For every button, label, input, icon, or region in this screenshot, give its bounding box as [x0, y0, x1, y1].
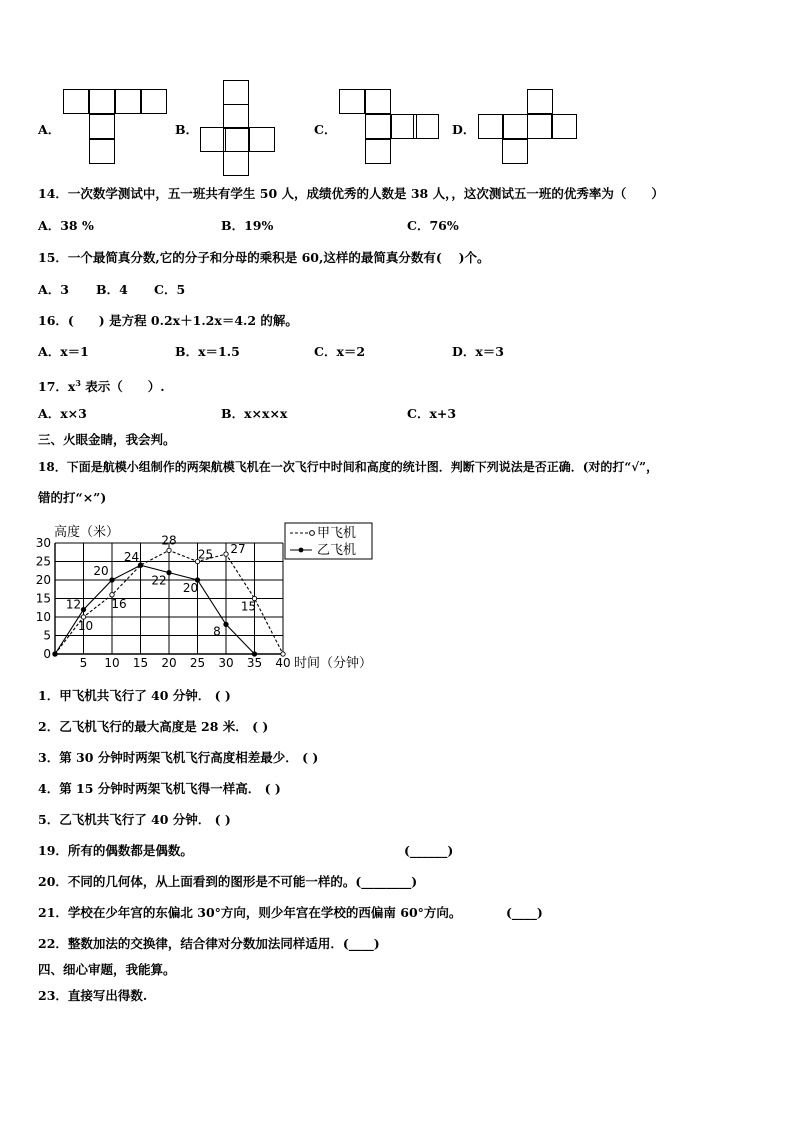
q22-text: 22．整数加法的交换律，结合律对分数加法同样适用．(____) [38, 936, 380, 951]
x-axis-label: 时间（分钟） [294, 656, 373, 671]
data-label: 16 [111, 596, 127, 611]
data-point [224, 552, 228, 556]
q19-text: 19．所有的偶数都是偶数。 [38, 843, 193, 858]
x-tick-label: 5 [79, 656, 88, 670]
q21-answer-blank[interactable]: (____) [506, 905, 543, 920]
q14-option-b: B．19% [221, 218, 274, 233]
q18-statement-1: 1．甲飞机共飞行了 40 分钟． ( ) [38, 688, 231, 703]
data-point [224, 622, 228, 626]
q16-option-a: A．x＝1 [38, 344, 89, 359]
q15-stem: 15．一个最简真分数,它的分子和分母的乘积是 60,这样的最简真分数有( )个。 [38, 250, 490, 265]
y-tick-label: 5 [43, 628, 51, 643]
data-point [53, 652, 57, 656]
y-tick-label: 15 [35, 591, 51, 606]
section-4-heading: 四、细心审题，我能算。 [38, 962, 176, 977]
data-point [252, 652, 256, 656]
q17-option-c: C．x+3 [407, 406, 457, 421]
x-tick-label: 30 [218, 656, 234, 670]
data-label: 10 [77, 619, 94, 633]
y-tick-label: 20 [35, 573, 51, 587]
data-label: 15 [240, 599, 257, 614]
q14-option-c: C．76% [407, 218, 459, 233]
data-label: 12 [65, 597, 82, 612]
y-tick-label: 25 [35, 554, 51, 569]
q18-statement-3: 3．第 30 分钟时两架飞机飞行高度相差最少． ( ) [38, 750, 319, 765]
chart-legend [285, 523, 372, 559]
data-label: 24 [123, 550, 140, 565]
q16-option-d: D．x＝3 [452, 344, 504, 359]
q17-stem: 17．$x^3$ 表示（ ）. [38, 378, 165, 395]
q15-option-b: B．4 [96, 282, 128, 297]
y-tick-label: 30 [35, 536, 51, 550]
q18-stem-line2: 错的打“×”) [38, 490, 107, 505]
data-label: 27 [230, 542, 246, 557]
data-label: 25 [197, 547, 214, 562]
y-tick-label: 0 [43, 647, 51, 661]
data-point [167, 570, 171, 574]
net-a-label: A． [38, 122, 61, 137]
q14-stem: 14．一次数学测试中，五一班共有学生 50 人，成绩优秀的人数是 38 人，，这次测试五一班的优秀率为（ ） [38, 186, 664, 201]
q23-text: 23．直接写出得数. [38, 988, 148, 1003]
q18-statement-2: 2．乙飞机飞行的最大高度是 28 米． ( ) [38, 719, 269, 734]
legend-label-jia: 甲飞机 [317, 526, 357, 541]
q16-option-c: C．x＝2 [314, 344, 366, 359]
q14-option-a: A．38 % [38, 218, 94, 233]
x-tick-label: 25 [189, 656, 206, 670]
x-tick-label: 10 [104, 656, 120, 670]
x-tick-label: 15 [132, 656, 149, 670]
x-tick-label: 40 [275, 656, 291, 670]
legend-marker-yi [299, 548, 304, 553]
q18-statement-5: 5．乙飞机共飞行了 40 分钟． ( ) [38, 812, 231, 827]
y-axis-label: 高度（米） [54, 525, 120, 540]
legend-marker-jia [310, 531, 315, 536]
q18-stem-line1: 18．下面是航模小组制作的两架航模飞机在一次飞行中时间和高度的统计图．判断下列说法是否正确．(对的打“√”， [38, 460, 659, 474]
q15-option-a: A．3 [38, 282, 69, 297]
q18-statement-4: 4．第 15 分钟时两架飞机飞得一样高． ( ) [38, 781, 281, 796]
net-b-label: B． [175, 122, 199, 137]
x-tick-label: 35 [246, 656, 263, 670]
y-tick-label: 10 [35, 610, 51, 624]
data-point [110, 578, 114, 582]
flight-height-chart [30, 522, 380, 672]
q16-stem: 16．( ) 是方程 0.2x＋1.2x＝4.2 的解。 [38, 313, 298, 328]
legend-label-yi: 乙飞机 [317, 543, 357, 558]
q21-text: 21．学校在少年宫的东偏北 30°方向，则少年宫在学校的西偏南 60°方向。 [38, 905, 462, 920]
q17-option-b: B．x×x×x [221, 406, 288, 421]
q15-option-c: C．5 [154, 282, 186, 297]
data-label: 22 [151, 573, 167, 588]
q17-option-a: A．x×3 [38, 406, 87, 421]
net-c-label: C． [314, 122, 337, 137]
q16-option-b: B．x＝1.5 [175, 344, 240, 359]
data-label: 8 [213, 624, 221, 639]
data-label: 20 [93, 564, 109, 578]
data-label: 20 [182, 581, 199, 595]
chart-grid [55, 543, 283, 654]
data-label: 28 [161, 533, 177, 548]
section-3-heading: 三、火眼金睛，我会判。 [38, 432, 176, 447]
data-point [281, 652, 285, 656]
data-point [167, 548, 171, 552]
q19-answer-blank[interactable]: (______) [404, 843, 454, 858]
net-d-label: D． [452, 122, 476, 137]
x-tick-label: 20 [161, 656, 177, 670]
q20-text: 20．不同的几何体，从上面看到的图形是不可能一样的。(________) [38, 874, 418, 889]
data-point [81, 607, 85, 611]
